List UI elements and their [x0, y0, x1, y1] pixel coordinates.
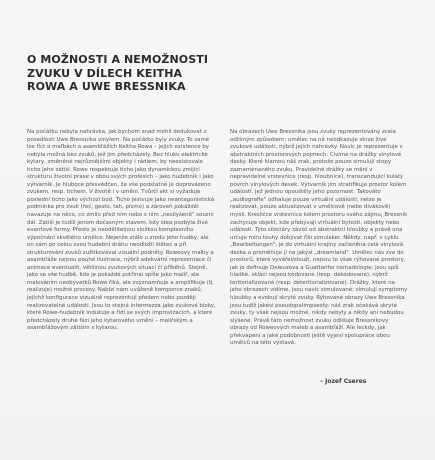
left-column-text: Na počátku nebyla nahrávka, jak bychom snad mohli dedukovat z posedlosti Uwe Bressnika vinylem. Na počátku byly zvuky. To samé lze říct o maľbách a asambľážích Keitha Rowa – jejich existence by nebyla možná bez zvuků, jež jim předcházely. Bez hluku elektrické kytary, změněné nejrůznějšími objekty i rádiem, by neexistovalo ticho jeho zátiší. Rowe respektuje ticho jako dynamickou zmíjící strukturu životní praxe v obou svých profesích – jako hudebník i jako výtvarník. Je hluboce přesvědčen, že vše podstatné je doprovázeno zvukem, resp. tichem. V životě i v umění. Tvůrčí akt si vyžaduje poslední ticho jako výchozí bod. Ticho jestvuje jako neantagonistická podmínka pro zvuk (řeč, gesto, tah, písmo) a zároveň pokážděl navazuje na něco, co zmílo před ním nebo s ním „nesílyšeně" souzní dál. Zátiší je tudíž jenom dočasným stavem, kdy idea pozbyla živé eventové formy. Přesto je neodělitelnou složkou komplexního výpočnání skvělého umělce. Nejenže stálo u zrodu jeho hudby, ale on sám po celou svou hudební dráhu neodložil štětec a při strukturování zvuků zužitkovával vizuální podněty. Roweovy malby a asambľáže nejsou pouhé ilustrace, nýbrž adekvátní reprezentace či animace eventualit, většinou zvukových situací či příběhů. Stejně, jako se vše hudbě, kde je pokaždé potřinai spíše jako malíř, ale malováním neobyvatků Rowe řiká, ale zvýznamňuje a amplifikuje (tj. realizuje) možné procesy. Nabízí nám uváženě komponce znaků, jejichž konfigurace vizuálně reprezentují předem nebo později realizovatelné události. Jsou to stejná intermezza jako zvukové bloky, které Rowe-hudebník indukuje a řídí se svých improvizacích, a které předcházely druhé fázi jeho kytarového umění – malířským a asambľážovým zátiším s kytarou.: [27, 129, 216, 332]
title-line-1: O MOŽNOSTI A NEMOŽNOSTI: [27, 53, 209, 66]
title-line-3: ROWA A UWE BRESSNIKA: [27, 80, 186, 93]
right-column-text: Na obrazech Uwe Bressnika jsou zvuky reprezentovány zcela odlišným způsobem; umělec na ně neodkazuje skrze živé zvukové události, nýbrž jejich nahrávky. Navíc je reprezentuje v abstraktních prostorových pojmech. Civime na drážky vinylové desky. Které klamou náš zrak, protože pouze simulují stopy zaznamenaného zvuku. Pravidelné drážky se mění v nepravidelné vrstevnice (resp. hloubnice), transcendující kulatý povrch vinylových desek. Výtvarník jim stratifikuje prostor kolem událostí, jež jednou opouštěly jeho pozornost. Takováto „audiografie" odhaluje pouze virtuální události; nelze je realizovat, pouze aktualizovat v umělcově (nebo divákově) mysli. Kresličce vrstevnice kolem prostoru svého zájmu, Bressnik zachycuje objekt, kde přebývají virtuální bytosti, objekty nebo události. Tyto silociáry závisí od abstraktní hloubky a právě ona určuje míru touhy dobývat říši simulaker. Někdy, např. v cyklu „Bearbeitungen", je do virtuální krajiny začleněna celá vinylová deska a proměňuje jí na jakýsi „dreamland". Umělec nás zve do prostorů, které vyvářeí/slouží, nejsou to však rýhované prostory, jak je definuje Deleuzova a Guattariho nomadologie; jsou spíš hladké, sklácí nejsou kódované (resp. dekódované), nýbrž teritorializované (resp. deteritorializované). Drážky, které na jeho obrazech vidíme, jsou navíc simulované; simulují symptomy hloubky a evokují skryté zvuky. Rýhované obrazy Uwe Bressnika jsou tudíž jakési pseudopalimpsesty: náš zrak očekává skryté zvuky, ty však nejsou možné, nikdy nebyly a nikdy ani nebudou slyšené. Právě tato nemožnost zvuku odlišuje Bressnikovy obrazy od Roweových maleb a asambľáží. Ale leckdy, jak překvapení a jaké podobnosti ještě vyjeví spolupráce obou umělců na této výstavě.: [230, 129, 408, 347]
title-line-2: ZVUKU V DÍLECH KEITHA: [27, 66, 183, 80]
article-title: [27, 53, 217, 94]
author-signature: – Jozef Cseres: [320, 378, 367, 385]
